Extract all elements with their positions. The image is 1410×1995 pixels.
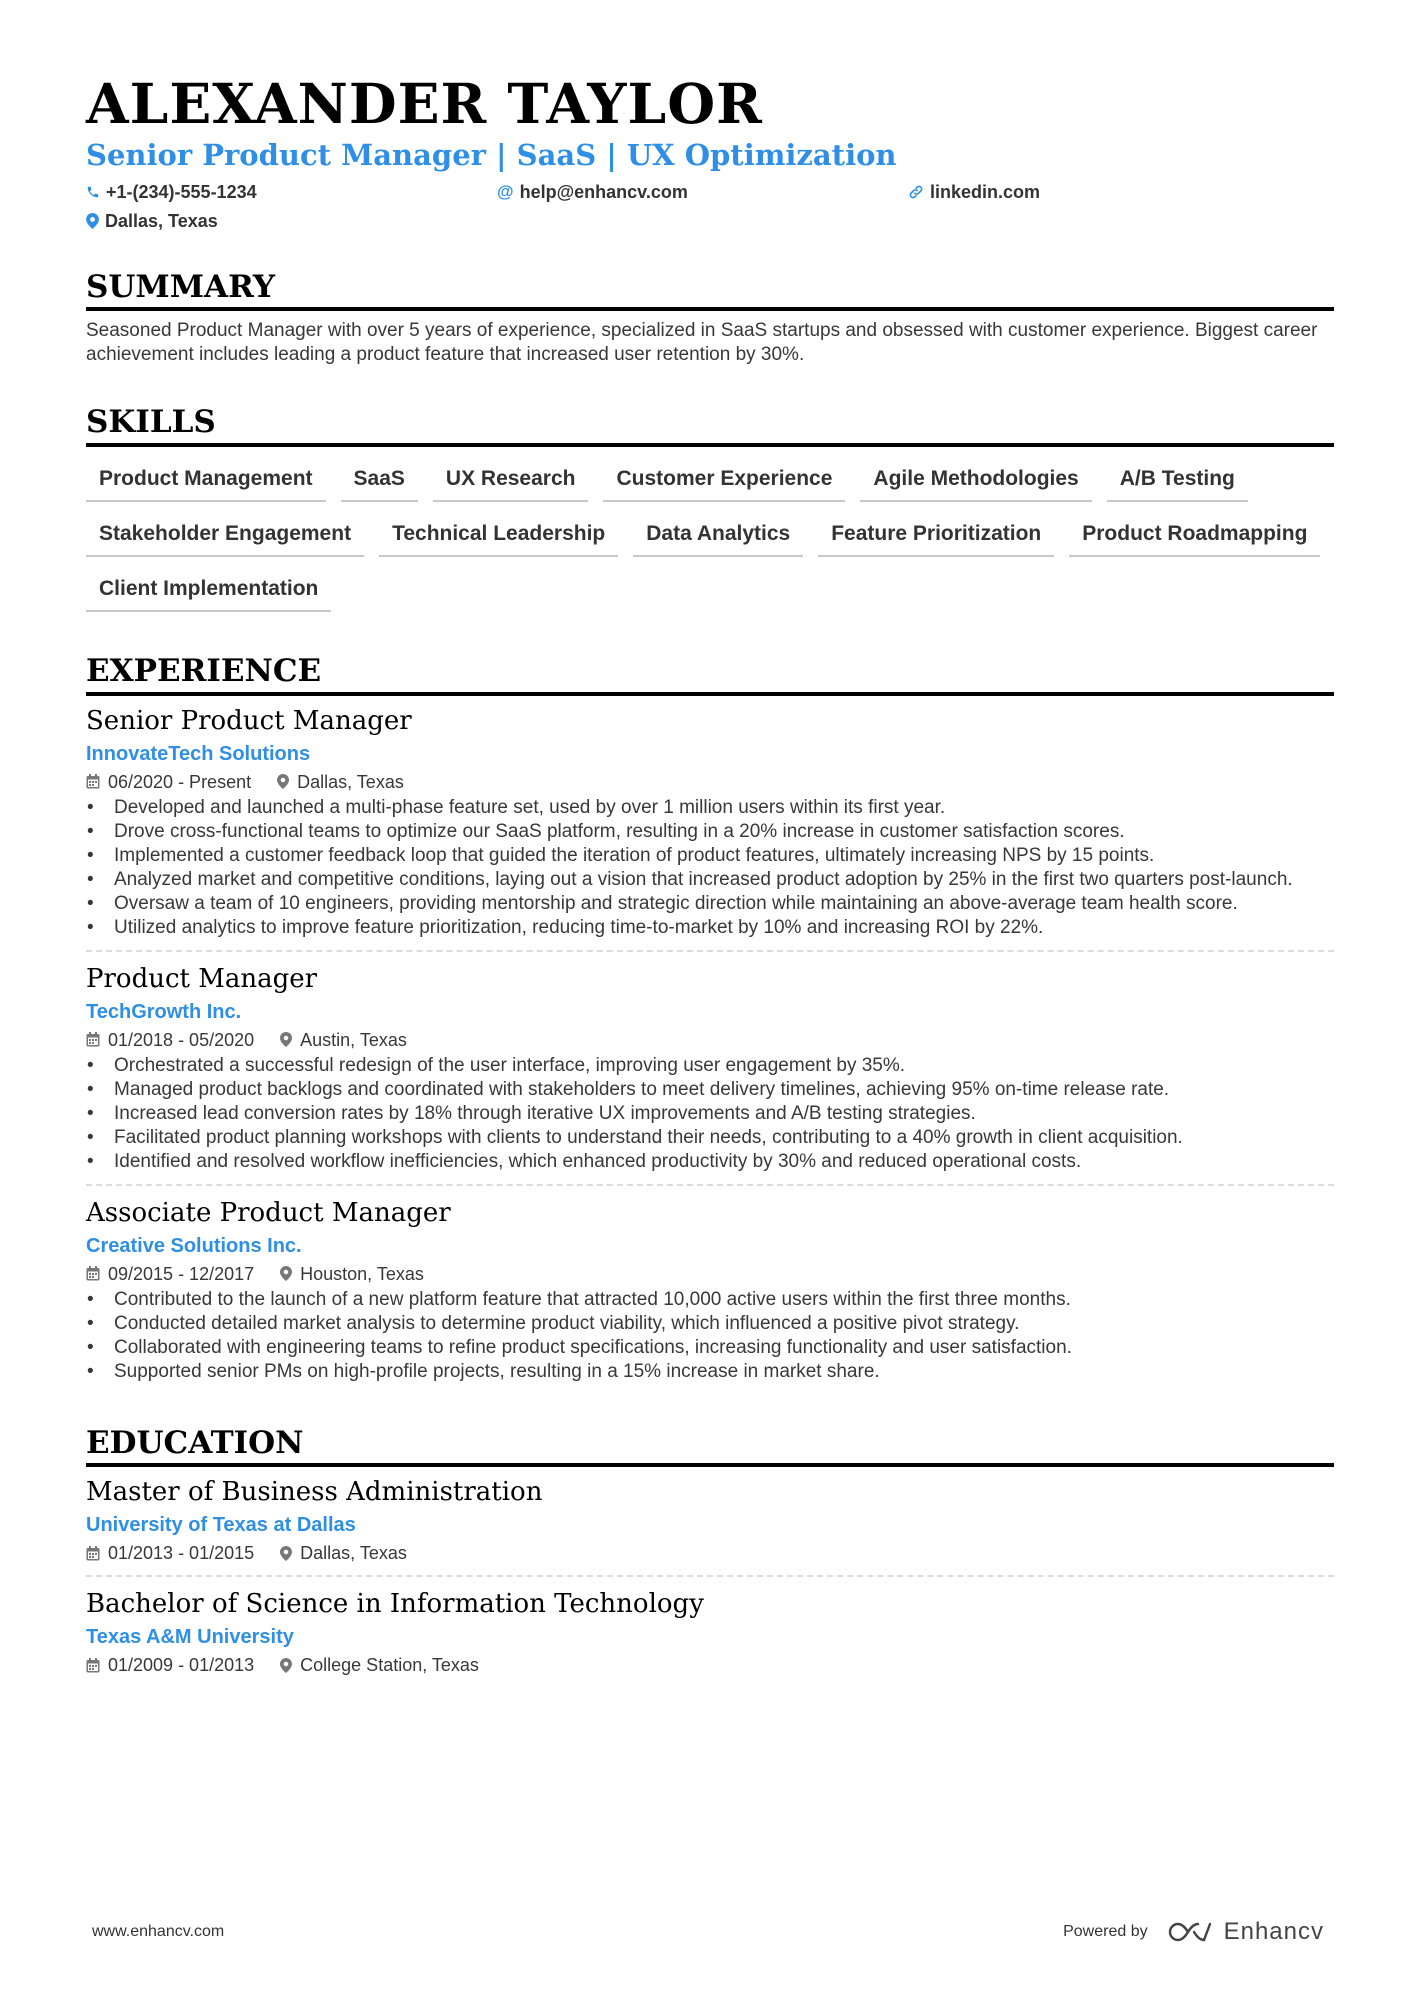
bullet-item: • Utilized analytics to improve feature prioritization, reducing time-to-market by 10% and increasing ROI by 22%. xyxy=(86,916,1334,940)
resume-page xyxy=(86,71,1334,1687)
location-contact xyxy=(86,211,1334,232)
education-dates: 01/2009 - 01/2013 xyxy=(108,1655,255,1676)
summary-section xyxy=(86,270,1334,368)
skill-tag: A/B Testing xyxy=(1107,461,1248,502)
job-dates: 09/2015 - 12/2017 xyxy=(108,1263,255,1284)
education-heading: EDUCATION xyxy=(86,1426,1334,1468)
education-meta xyxy=(86,1653,1334,1677)
skill-tag: Stakeholder Engagement xyxy=(86,516,364,557)
company-name: Creative Solutions Inc. xyxy=(86,1234,302,1257)
skills-list xyxy=(86,461,1334,612)
experience-entry xyxy=(86,1184,1334,1394)
education-meta xyxy=(86,1541,1334,1565)
company-name: InnovateTech Solutions xyxy=(86,742,311,765)
summary-heading: SUMMARY xyxy=(86,270,1334,312)
calendar-icon xyxy=(86,774,100,789)
powered-by-label: Powered by xyxy=(1063,1923,1148,1940)
location-pin-icon xyxy=(86,213,99,229)
job-dates: 06/2020 - Present xyxy=(108,771,252,792)
email-contact[interactable] xyxy=(497,182,908,203)
brand-name: Enhancv xyxy=(1223,1918,1324,1945)
email-text: help@enhancv.com xyxy=(519,181,688,202)
summary-text: Seasoned Product Manager with over 5 years of experience, specialized in SaaS startups and obsessed with customer experience. Biggest career achievement includes leading a product feature that increased user retention by 30%. xyxy=(86,320,1318,366)
linkedin-contact[interactable] xyxy=(908,182,1040,203)
job-title: Associate Product Manager xyxy=(86,1197,451,1228)
skill-tag: Feature Prioritization xyxy=(818,516,1054,557)
bullet-item: • Implemented a customer feedback loop that guided the iteration of product features, ultimately increasing NPS by 15 points. xyxy=(86,844,1334,868)
footer-url[interactable]: www.enhancv.com xyxy=(92,1923,225,1940)
bullet-item: • Supported senior PMs on high-profile projects, resulting in a 15% increase in market share. xyxy=(86,1360,1334,1384)
at-icon: @ xyxy=(497,182,514,202)
experience-entry xyxy=(86,950,1334,1184)
education-section xyxy=(86,1426,1334,1688)
job-location: Houston, Texas xyxy=(300,1263,424,1284)
education-entry xyxy=(86,1475,1334,1575)
location-pin-icon xyxy=(280,1658,292,1673)
location-pin-icon xyxy=(280,1032,292,1047)
degree-title: Master of Business Administration xyxy=(86,1477,543,1508)
job-meta xyxy=(86,1028,1334,1052)
phone-icon xyxy=(86,185,100,199)
skill-tag: Agile Methodologies xyxy=(860,461,1091,502)
experience-entry xyxy=(86,704,1334,950)
skill-tag: Product Roadmapping xyxy=(1069,516,1320,557)
enhancv-logo-icon xyxy=(1168,1921,1214,1943)
education-location: College Station, Texas xyxy=(300,1655,479,1676)
bullet-item: • Orchestrated a successful redesign of the user interface, improving user engagement by 35%. xyxy=(86,1054,1334,1078)
candidate-name: ALEXANDER TAYLOR xyxy=(86,71,763,136)
bullet-item: • Identified and resolved workflow inefficiencies, which enhanced productivity by 30% and reduced operational costs. xyxy=(86,1150,1334,1174)
bullet-item: • Drove cross-functional teams to optimize our SaaS platform, resulting in a 20% increase in customer satisfaction scores. xyxy=(86,820,1334,844)
skill-tag: UX Research xyxy=(433,461,589,502)
location-pin-icon xyxy=(280,1546,292,1561)
bullet-item: • Analyzed market and competitive conditions, laying out a vision that increased product adoption by 25% in the first two quarters post-launch. xyxy=(86,868,1334,892)
calendar-icon xyxy=(86,1546,100,1561)
job-meta xyxy=(86,1262,1334,1286)
calendar-icon xyxy=(86,1032,100,1047)
bullet-item: • Facilitated product planning workshops with clients to understand their needs, contributing to a 40% growth in client acquisition. xyxy=(86,1126,1334,1150)
powered-by xyxy=(1063,1918,1324,1946)
skill-tag: Data Analytics xyxy=(633,516,803,557)
skill-tag: Product Management xyxy=(86,461,326,502)
bullet-item: • Developed and launched a multi-phase feature set, used by over 1 million users within its first year. xyxy=(86,796,1334,820)
experience-heading: EXPERIENCE xyxy=(86,654,1334,696)
page-footer xyxy=(92,1918,1324,1946)
job-bullets xyxy=(86,1054,1334,1174)
education-dates: 01/2013 - 01/2015 xyxy=(108,1543,255,1564)
contact-row xyxy=(86,182,1334,203)
education-location: Dallas, Texas xyxy=(300,1543,407,1564)
location-pin-icon xyxy=(280,1266,292,1281)
job-title: Product Manager xyxy=(86,963,318,994)
brand-logo[interactable] xyxy=(1168,1918,1324,1946)
experience-section xyxy=(86,654,1334,1394)
bullet-item: • Contributed to the launch of a new platform feature that attracted 10,000 active users within the first three months. xyxy=(86,1288,1334,1312)
school-name: University of Texas at Dallas xyxy=(86,1514,356,1537)
skills-heading: SKILLS xyxy=(86,405,1334,447)
job-location: Dallas, Texas xyxy=(297,771,404,792)
phone-text: +1-(234)-555-1234 xyxy=(106,181,257,202)
job-bullets xyxy=(86,796,1334,940)
job-bullets xyxy=(86,1288,1334,1384)
education-entry xyxy=(86,1575,1334,1687)
linkedin-text: linkedin.com xyxy=(930,181,1041,202)
calendar-icon xyxy=(86,1658,100,1673)
calendar-icon xyxy=(86,1266,100,1281)
phone-contact[interactable] xyxy=(86,182,497,203)
link-icon xyxy=(908,184,924,200)
skill-tag: Customer Experience xyxy=(603,461,845,502)
school-name: Texas A&M University xyxy=(86,1626,294,1649)
location-pin-icon xyxy=(277,774,289,789)
candidate-title: Senior Product Manager | SaaS | UX Optimization xyxy=(86,137,897,172)
skills-section xyxy=(86,405,1334,612)
bullet-item: • Oversaw a team of 10 engineers, providing mentorship and strategic direction while maintaining an above-average team health score. xyxy=(86,892,1334,916)
skill-tag: Client Implementation xyxy=(86,571,331,612)
job-meta xyxy=(86,770,1334,794)
bullet-item: • Increased lead conversion rates by 18% through iterative UX improvements and A/B testing strategies. xyxy=(86,1102,1334,1126)
location-text: Dallas, Texas xyxy=(105,210,218,231)
bullet-item: • Conducted detailed market analysis to determine product viability, which influenced a positive pivot strategy. xyxy=(86,1312,1334,1336)
company-name: TechGrowth Inc. xyxy=(86,1000,242,1023)
job-title: Senior Product Manager xyxy=(86,705,412,736)
skill-tag: SaaS xyxy=(341,461,418,502)
degree-title: Bachelor of Science in Information Technology xyxy=(86,1589,704,1620)
skill-tag: Technical Leadership xyxy=(379,516,618,557)
job-dates: 01/2018 - 05/2020 xyxy=(108,1029,255,1050)
bullet-item: • Collaborated with engineering teams to refine product specifications, increasing functionality and user satisfaction. xyxy=(86,1336,1334,1360)
bullet-item: • Managed product backlogs and coordinated with stakeholders to meet delivery timelines, achieving 95% on-time release rate. xyxy=(86,1078,1334,1102)
job-location: Austin, Texas xyxy=(300,1029,407,1050)
